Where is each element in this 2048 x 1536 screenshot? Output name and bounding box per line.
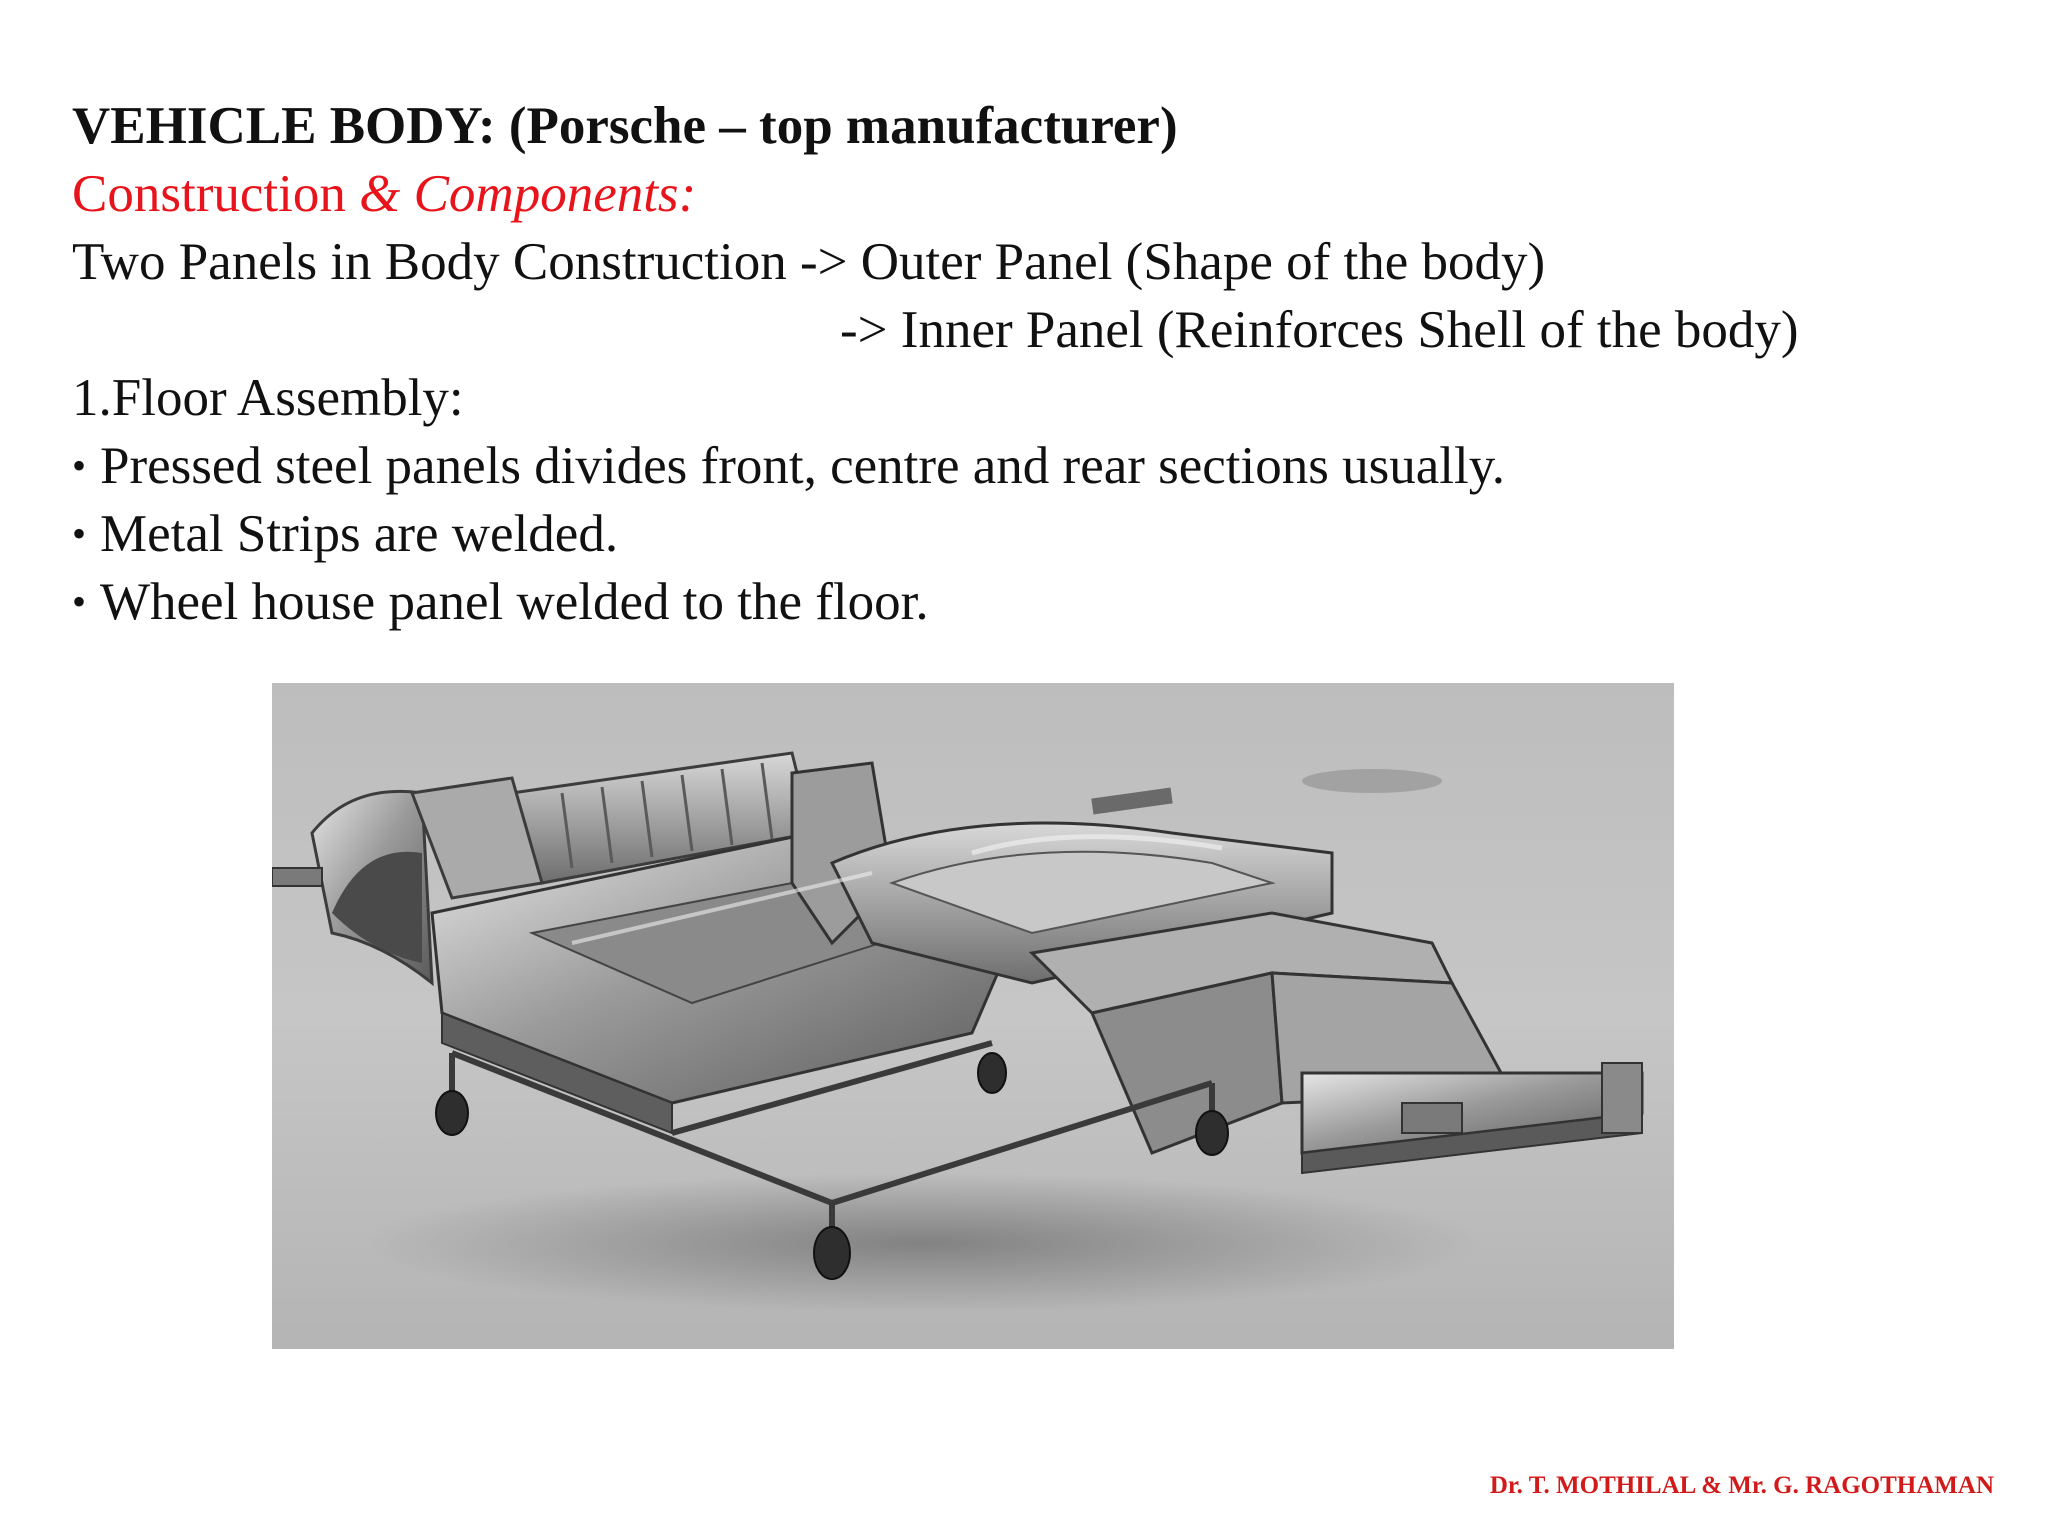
bullet-icon: • xyxy=(72,443,87,488)
slide-title: VEHICLE BODY: (Porsche – top manufacturer) xyxy=(72,97,1178,155)
panels-line-inner: -> Inner Panel (Reinforces Shell of the body) xyxy=(840,301,1799,359)
photo-illustration xyxy=(272,683,1674,1349)
subtitle-components: Components: xyxy=(413,165,697,223)
bullet-item xyxy=(72,500,618,568)
bullet-item xyxy=(72,432,1505,500)
bullet-text: Metal Strips are welded. xyxy=(100,505,619,563)
subtitle-amp: & xyxy=(359,165,414,223)
body-floor-assembly-photo xyxy=(272,683,1674,1349)
floor-assembly-heading: 1.Floor Assembly: xyxy=(72,369,464,427)
bullet-icon: • xyxy=(72,579,87,624)
bullet-text: Pressed steel panels divides front, centre and rear sections usually. xyxy=(100,437,1506,495)
bullet-text: Wheel house panel welded to the floor. xyxy=(100,573,929,631)
bullet-icon: • xyxy=(72,511,87,556)
author-footer: Dr. T. MOTHILAL & Mr. G. RAGOTHAMAN xyxy=(1489,1472,1994,1499)
slide-subtitle xyxy=(72,160,696,228)
panels-line-outer: Two Panels in Body Construction -> Outer Panel (Shape of the body) xyxy=(72,233,1546,291)
bullet-item xyxy=(72,568,929,636)
subtitle-main: Construction xyxy=(72,165,360,223)
